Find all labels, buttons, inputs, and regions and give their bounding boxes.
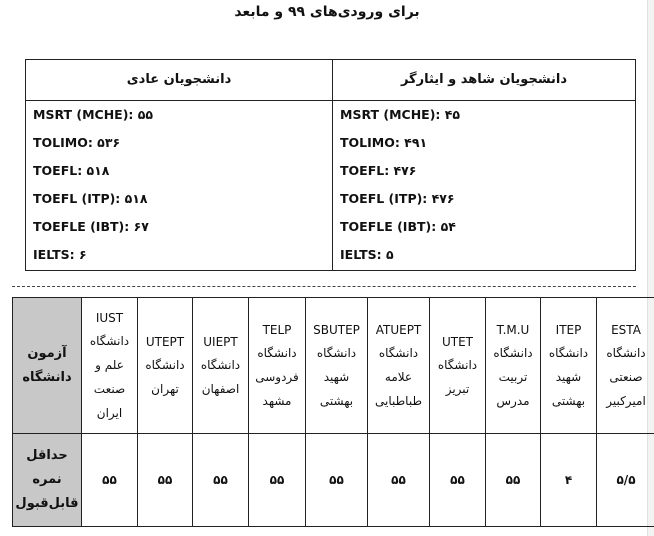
exam-code: ITEP <box>555 322 582 337</box>
exam-code: T.M.U <box>496 322 530 337</box>
exam-code: TELP <box>262 322 292 337</box>
exam-names-row <box>13 298 654 434</box>
university-name: دانشگاه فردوسی مشهد <box>255 345 299 408</box>
score-line: MSRT (MCHE): ۴۵ <box>340 107 461 122</box>
university-name: دانشگاه علامه طباطبایی <box>375 345 422 408</box>
university-name: دانشگاه شهید بهشتی <box>548 345 589 408</box>
score-line: TOEFL: ۵۱۸ <box>33 163 110 178</box>
exam-cell <box>430 298 486 434</box>
min-score-cell: ۵۵ <box>430 434 486 527</box>
page-title: برای ورودی‌های ۹۹ و مابعد <box>234 4 420 20</box>
score-line: TOEFLE (IBT): ۵۴ <box>340 219 456 234</box>
university-name: دانشگاه تربیت مدرس <box>493 345 533 408</box>
exam-cell <box>368 298 430 434</box>
score-line: TOEFL (ITP): ۴۷۶ <box>340 191 455 206</box>
min-score-cell: ۵۵ <box>249 434 306 527</box>
exam-cell <box>82 298 138 434</box>
score-line: TOLIMO: ۵۳۶ <box>33 135 121 150</box>
exam-cell <box>597 298 654 434</box>
score-line: IELTS: ۶ <box>33 247 87 262</box>
exam-code: ATUEPT <box>375 322 422 337</box>
score-line: TOEFL: ۴۷۶ <box>340 163 417 178</box>
min-score-cell: ۴ <box>541 434 597 527</box>
exam-code: UTET <box>441 334 474 349</box>
exam-cell <box>138 298 193 434</box>
score-requirements-table <box>25 59 636 271</box>
shahed-students-column <box>333 60 635 270</box>
min-score-cell: ۵۵ <box>306 434 368 527</box>
university-name: دانشگاه علم و صنعت ایران <box>89 333 130 420</box>
exam-cell <box>306 298 368 434</box>
exam-code: UTEPT <box>145 334 185 349</box>
exam-code: IUST <box>95 310 124 325</box>
university-name: دانشگاه صنعتی امیرکبیر <box>606 345 646 408</box>
score-line: TOLIMO: ۴۹۱ <box>340 135 428 150</box>
regular-students-column <box>26 60 333 270</box>
dashed-divider <box>12 286 636 287</box>
min-score-cell: ۵۵ <box>82 434 138 527</box>
university-name: دانشگاه تهران <box>145 357 185 396</box>
exam-code: ESTA <box>611 322 641 337</box>
min-score-cell: ۵۵ <box>193 434 249 527</box>
min-score-cell: ۵۵ <box>138 434 193 527</box>
score-line: TOEFL (ITP): ۵۱۸ <box>33 191 148 206</box>
shahed-students-header: دانشجویان شاهد و ایثارگر <box>333 60 635 101</box>
exam-code: SBUTEP <box>313 322 360 337</box>
regular-students-header: دانشجویان عادی <box>26 60 332 101</box>
university-exams-table <box>12 297 654 527</box>
min-score-cell: ۵۵ <box>486 434 541 527</box>
min-score-cell: ۵/۵ <box>597 434 654 527</box>
university-name: دانشگاه شهید بهشتی <box>316 345 357 408</box>
exam-cell <box>193 298 249 434</box>
exam-cell <box>541 298 597 434</box>
row-header-exam: آزمون دانشگاه <box>13 298 82 434</box>
row-header-min-score: حداقل نمره قابل‌قبول <box>13 434 82 527</box>
university-name: دانشگاه اصفهان <box>200 357 241 396</box>
exam-cell <box>249 298 306 434</box>
exam-code: UIEPT <box>203 334 238 349</box>
min-scores-row <box>13 434 654 527</box>
score-line: TOEFLE (IBT): ۶۷ <box>33 219 149 234</box>
university-name: دانشگاه تبریز <box>437 357 478 396</box>
score-line: MSRT (MCHE): ۵۵ <box>33 107 154 122</box>
exam-cell <box>486 298 541 434</box>
min-score-cell: ۵۵ <box>368 434 430 527</box>
score-line: IELTS: ۵ <box>340 247 394 262</box>
